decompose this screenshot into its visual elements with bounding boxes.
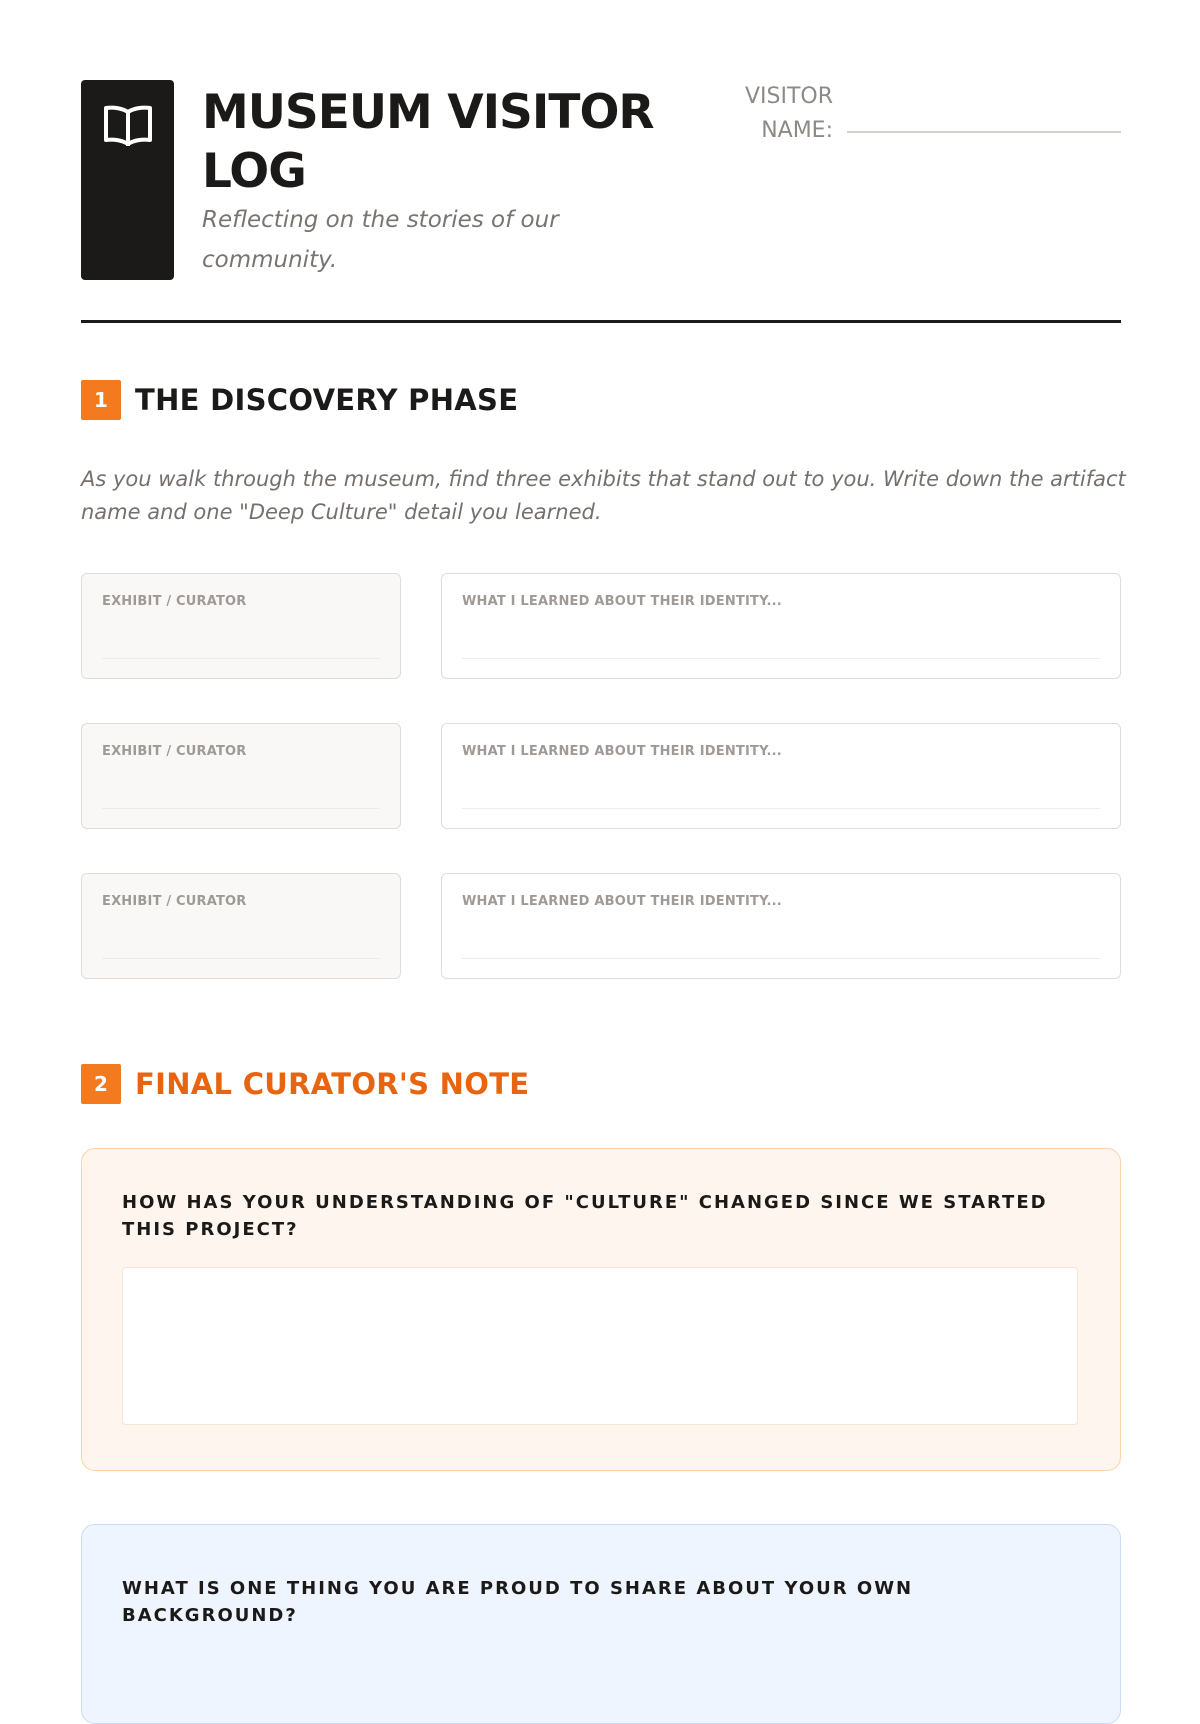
field-label: EXHIBIT / CURATOR <box>102 744 247 759</box>
visitor-name-label: VISITOR NAME: <box>744 84 833 143</box>
field-label: EXHIBIT / CURATOR <box>102 894 247 909</box>
field-underline <box>462 958 1100 959</box>
exhibit-row <box>81 723 1121 831</box>
section-instructions: As you walk through the museum, find three exhibits that stand out to you. Write down the artifact name and one "Deep Culture" detail you learned. <box>81 467 1126 524</box>
exhibit-curator-field[interactable] <box>81 873 401 979</box>
field-underline <box>462 808 1100 809</box>
exhibit-row <box>81 873 1121 981</box>
reflection-answer-field[interactable] <box>122 1267 1078 1425</box>
page-subtitle: Reflecting on the stories of our community. <box>202 207 559 273</box>
section-title: THE DISCOVERY PHASE <box>135 383 519 417</box>
identity-learned-field[interactable] <box>441 573 1121 679</box>
field-label: WHAT I LEARNED ABOUT THEIR IDENTITY... <box>462 744 782 759</box>
field-label: WHAT I LEARNED ABOUT THEIR IDENTITY... <box>462 594 782 609</box>
reflection-question: HOW HAS YOUR UNDERSTANDING OF "CULTURE" CHANGED SINCE WE STARTED THIS PROJECT? <box>122 1192 1048 1240</box>
exhibit-curator-field[interactable] <box>81 723 401 829</box>
worksheet-page <box>81 80 1126 1626</box>
header <box>81 80 1121 280</box>
field-underline <box>102 808 380 809</box>
field-label: EXHIBIT / CURATOR <box>102 594 247 609</box>
identity-learned-field[interactable] <box>441 873 1121 979</box>
open-book-icon <box>103 102 153 150</box>
identity-learned-field[interactable] <box>441 723 1121 829</box>
field-underline <box>462 658 1100 659</box>
field-underline <box>102 658 380 659</box>
reflection-card-culture <box>81 1148 1121 1471</box>
section-number-badge: 2 <box>81 1064 121 1104</box>
logo-block <box>81 80 174 280</box>
header-divider <box>81 320 1121 323</box>
page-title: MUSEUM VISITOR LOG <box>202 85 654 199</box>
visitor-name-field[interactable] <box>847 131 1121 133</box>
section-heading-curators-note <box>81 1064 529 1104</box>
exhibit-curator-field[interactable] <box>81 573 401 679</box>
reflection-card-background <box>81 1524 1121 1724</box>
reflection-question: WHAT IS ONE THING YOU ARE PROUD TO SHARE ABOUT YOUR OWN BACKGROUND? <box>122 1578 914 1626</box>
field-label: WHAT I LEARNED ABOUT THEIR IDENTITY... <box>462 894 782 909</box>
exhibit-row <box>81 573 1121 681</box>
section-title: FINAL CURATOR'S NOTE <box>135 1067 530 1101</box>
section-number-badge: 1 <box>81 380 121 420</box>
section-heading-discovery <box>81 380 518 420</box>
field-underline <box>102 958 380 959</box>
